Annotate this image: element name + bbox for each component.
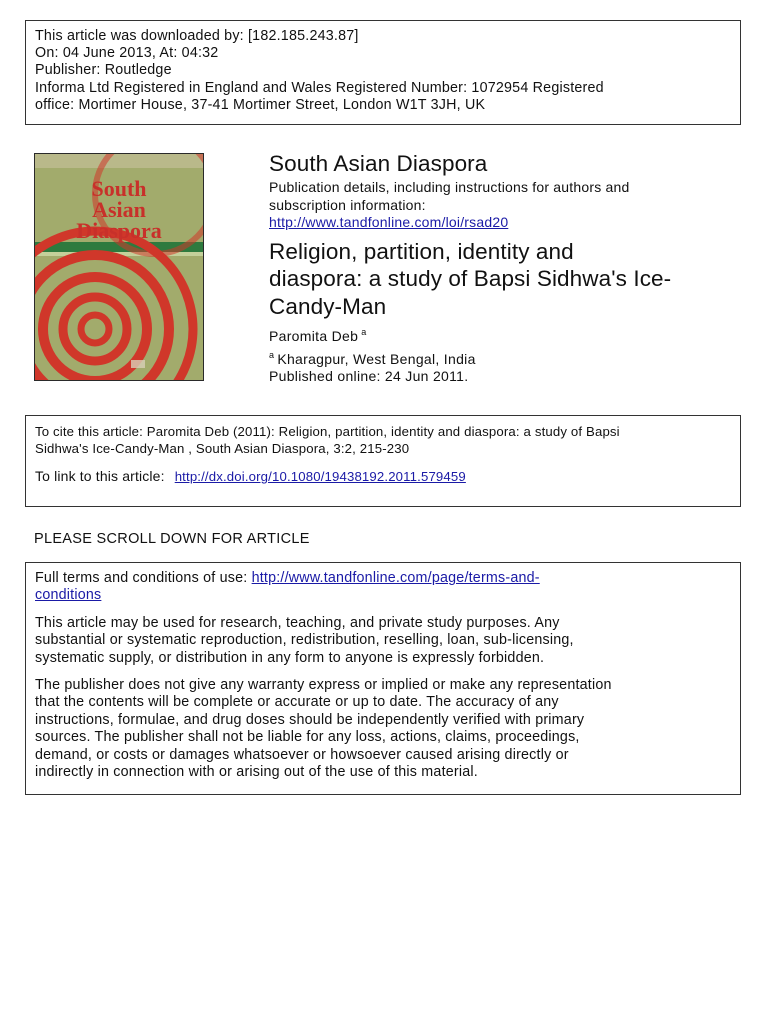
author-name: Paromita Deb (269, 328, 359, 344)
usage-line2: substantial or systematic reproduction, redistribution, reselling, loan, sub-licensing, (35, 632, 574, 649)
usage-paragraph (35, 615, 731, 667)
disclaimer-line4: sources. The publisher shall not be liable for any loss, actions, claims, proceedings, (35, 729, 580, 746)
citation-line1: To cite this article: Paromita Deb (2011): Religion, partition, identity and diaspora: a study of Bapsi (35, 424, 620, 439)
article-title-line2: diaspora: a study of Bapsi Sidhwa's Ice- (269, 266, 672, 291)
terms-link-part1[interactable]: http://www.tandfonline.com/page/terms-and- (251, 570, 540, 586)
disclaimer-paragraph (35, 677, 731, 781)
publisher: Publisher: Routledge (35, 62, 172, 79)
article-title-line3: Candy-Man (269, 293, 387, 319)
article-link-line (35, 468, 731, 485)
article-title (269, 238, 739, 321)
journal-title: South Asian Diaspora (269, 151, 488, 176)
download-date: On: 04 June 2013, At: 04:32 (35, 45, 219, 62)
cover-title-line1: South (91, 176, 147, 201)
terms-link-paragraph (35, 570, 731, 605)
details-line1: Publication details, including instructions for authors and (269, 179, 630, 195)
terms-label: Full terms and conditions of use: (35, 570, 248, 586)
terms-link-part2[interactable]: conditions (35, 587, 102, 604)
affiliation-text: Kharagpur, West Bengal, India (277, 351, 476, 367)
disclaimer-line1: The publisher does not give any warranty express or implied or make any representation (35, 677, 612, 694)
registration: Informa Ltd Registered in England and Wales Registered Number: 1072954 Registered (35, 79, 604, 96)
published-online: Published online: 24 Jun 2011. (269, 368, 469, 384)
details-line2: subscription information: (269, 196, 426, 213)
disclaimer-line2: that the contents will be complete or accurate or up to date. The accuracy of any (35, 694, 559, 711)
cover-title-line2: Asian (92, 197, 146, 222)
usage-line3: systematic supply, or distribution in any form to anyone is expressly forbidden. (35, 649, 545, 666)
affiliation-superscript: a (269, 350, 275, 361)
article-title-line1: Religion, partition, identity and (269, 238, 574, 264)
affiliation (269, 351, 739, 368)
scroll-notice: PLEASE SCROLL DOWN FOR ARTICLE (34, 531, 310, 547)
author-superscript: a (361, 327, 367, 338)
citation-box (25, 415, 741, 507)
publication-details (269, 179, 739, 232)
article-link-label: To link to this article: (35, 468, 165, 484)
citation-text (35, 423, 731, 457)
usage-line1: This article may be used for research, teaching, and private study purposes. Any (35, 614, 560, 631)
doi-link[interactable]: http://dx.doi.org/10.1080/19438192.2011.579459 (174, 469, 466, 484)
download-ip: This article was downloaded by: [182.185.243.87] (35, 28, 359, 44)
disclaimer-line5: demand, or costs or damages whatsoever or howsoever caused arising directly or (35, 746, 569, 763)
disclaimer-line6: indirectly in connection with or arising out of the use of this material. (35, 764, 478, 781)
terms-box (25, 562, 741, 795)
citation-line2: Sidhwa's Ice-Candy-Man , South Asian Diaspora, 3:2, 215-230 (35, 441, 410, 456)
office-address: office: Mortimer House, 37-41 Mortimer Street, London W1T 3JH, UK (35, 96, 486, 113)
journal-url-link[interactable]: http://www.tandfonline.com/loi/rsad20 (269, 214, 509, 230)
cover-title-line3: Diaspora (76, 218, 162, 243)
article-metadata (269, 150, 739, 385)
author (269, 328, 739, 345)
download-info-box (25, 20, 741, 125)
disclaimer-line3: instructions, formulae, and drug doses should be independently verified with primary (35, 711, 585, 728)
journal-cover-image (34, 153, 204, 381)
